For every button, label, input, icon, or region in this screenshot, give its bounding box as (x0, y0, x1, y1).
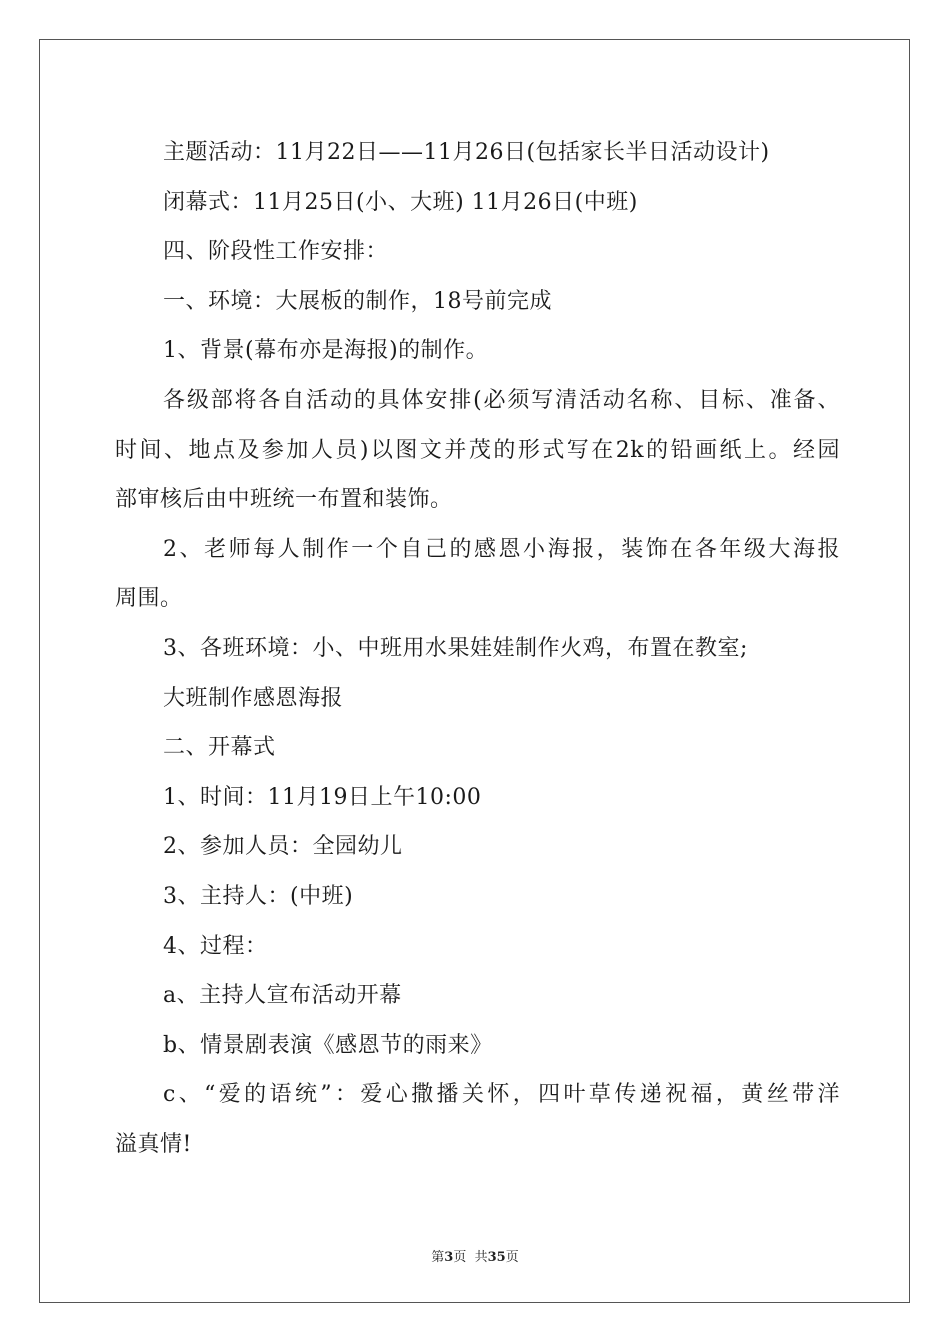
text-line: 2、参加人员：全园幼儿 (163, 834, 403, 860)
paragraph-line: 部审核后由中班统一布置和装饰。 (115, 487, 453, 513)
text-line: 3、主持人：(中班) (163, 883, 354, 909)
page-footer (0, 1246, 950, 1265)
text-line: 大班制作感恩海报 (163, 685, 344, 711)
paragraph-line: 溢真情! (115, 1131, 192, 1157)
text-line: 4、过程： (163, 933, 268, 959)
paragraph-line: 各级部将各自活动的具体安排(必须写清活动名称、目标、准备、 (163, 387, 840, 413)
paragraph-line: 2、老师每人制作一个自己的感恩小海报，装饰在各年级大海报 (163, 536, 840, 562)
footer-mid: 页 共 (453, 1250, 488, 1265)
section-heading: 二、开幕式 (163, 735, 276, 761)
document-body (115, 128, 840, 1169)
paragraph-line: 时间、地点及参加人员)以图文并茂的形式写在2k的铅画纸上。经园 (115, 437, 840, 463)
footer-prefix: 第 (431, 1250, 445, 1265)
current-page-number: 3 (444, 1250, 454, 1265)
text-line: a、主持人宣布活动开幕 (163, 983, 402, 1009)
footer-suffix: 页 (505, 1250, 519, 1265)
section-heading: 一、环境：大展板的制作，18号前完成 (163, 288, 552, 314)
paragraph-line: 周围。 (115, 586, 183, 612)
text-line: 3、各班环境：小、中班用水果娃娃制作火鸡，布置在教室; (163, 635, 748, 661)
text-line: 1、背景(幕布亦是海报)的制作。 (163, 338, 489, 364)
text-line: 1、时间：11月19日上午10:00 (163, 784, 482, 810)
text-line: 主题活动：11月22日——11月26日(包括家长半日活动设计) (163, 140, 770, 165)
text-line: 闭幕式：11月25日(小、大班) 11月26日(中班) (163, 189, 638, 215)
text-line: b、情景剧表演《感恩节的雨来》 (163, 1032, 493, 1058)
paragraph-line: c、“爱的语统”：爱心撒播关怀，四叶草传递祝福，黄丝带洋 (163, 1082, 840, 1108)
section-heading: 四、阶段性工作安排： (163, 239, 389, 265)
total-pages-number: 35 (487, 1250, 506, 1265)
